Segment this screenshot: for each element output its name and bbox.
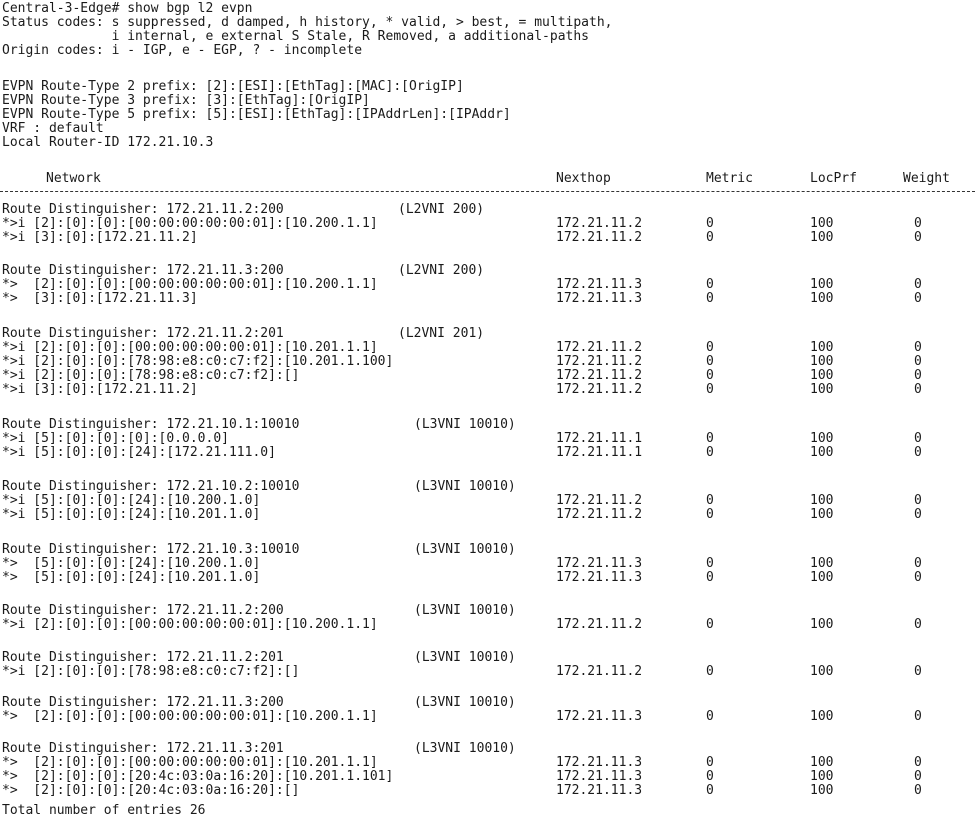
route-row-weight: 0	[914, 431, 922, 446]
route-row-metric: 0	[706, 216, 714, 231]
column-header-locprf: LocPrf	[810, 171, 857, 186]
route-row-nh: 172.21.11.2	[556, 507, 643, 522]
route-row-net: *>i [2]:[0]:[0]:[78:98:e8:c0:c7:f2]:[]	[2, 368, 300, 383]
route-row-nh: 172.21.11.2	[556, 493, 643, 508]
route-row-weight: 0	[914, 277, 922, 292]
route-row-net: *> [2]:[0]:[0]:[00:00:00:00:00:01]:[10.201.1.1]	[2, 755, 378, 770]
vni-label: (L3VNI 10010)	[414, 650, 516, 665]
total-entries-line: Total number of entries 26	[2, 803, 206, 818]
route-row-locprf: 100	[810, 216, 834, 231]
route-distinguisher: Route Distinguisher: 172.21.11.3:201	[2, 741, 284, 756]
route-row-nh: 172.21.11.2	[556, 230, 643, 245]
vni-label: (L3VNI 10010)	[414, 741, 516, 756]
route-row-locprf: 100	[810, 230, 834, 245]
vni-label: (L3VNI 10010)	[414, 603, 516, 618]
command-prompt-line: Central-3-Edge# show bgp l2 evpn	[2, 1, 253, 16]
route-row-metric: 0	[706, 617, 714, 632]
route-row-locprf: 100	[810, 617, 834, 632]
route-row-net: *> [5]:[0]:[0]:[24]:[10.200.1.0]	[2, 556, 261, 571]
route-row-nh: 172.21.11.2	[556, 354, 643, 369]
route-row-nh: 172.21.11.2	[556, 617, 643, 632]
route-row-locprf: 100	[810, 507, 834, 522]
vni-label: (L3VNI 10010)	[414, 417, 516, 432]
evpn-type5-prefix-line: EVPN Route-Type 5 prefix: [5]:[ESI]:[EthTag]:[IPAddrLen]:[IPAddr]	[2, 107, 511, 122]
route-row-metric: 0	[706, 291, 714, 306]
route-row-nh: 172.21.11.3	[556, 277, 643, 292]
route-row-metric: 0	[706, 445, 714, 460]
column-header-metric: Metric	[706, 171, 753, 186]
route-row-nh: 172.21.11.2	[556, 340, 643, 355]
route-row-weight: 0	[914, 664, 922, 679]
vni-label: (L3VNI 10010)	[414, 479, 516, 494]
route-row-net: *> [5]:[0]:[0]:[24]:[10.201.1.0]	[2, 570, 261, 585]
vni-label: (L3VNI 10010)	[414, 542, 516, 557]
evpn-type2-prefix-line: EVPN Route-Type 2 prefix: [2]:[ESI]:[EthTag]:[MAC]:[OrigIP]	[2, 79, 464, 94]
route-row-nh: 172.21.11.3	[556, 709, 643, 724]
route-row-nh: 172.21.11.3	[556, 755, 643, 770]
route-row-metric: 0	[706, 507, 714, 522]
route-row-nh: 172.21.11.3	[556, 783, 643, 798]
vni-label: (L2VNI 200)	[398, 263, 485, 278]
route-row-net: *>i [5]:[0]:[0]:[24]:[10.200.1.0]	[2, 493, 261, 508]
route-row-metric: 0	[706, 431, 714, 446]
route-row-net: *>i [5]:[0]:[0]:[24]:[172.21.111.0]	[2, 445, 276, 460]
route-row-net: *>i [5]:[0]:[0]:[0]:[0.0.0.0]	[2, 431, 229, 446]
route-row-net: *>i [2]:[0]:[0]:[00:00:00:00:00:01]:[10.200.1.1]	[2, 617, 378, 632]
route-row-nh: 172.21.11.2	[556, 216, 643, 231]
route-row-weight: 0	[914, 340, 922, 355]
route-row-metric: 0	[706, 783, 714, 798]
route-row-locprf: 100	[810, 556, 834, 571]
route-row-nh: 172.21.11.2	[556, 382, 643, 397]
route-row-metric: 0	[706, 556, 714, 571]
route-distinguisher: Route Distinguisher: 172.21.11.3:200	[2, 263, 284, 278]
route-row-nh: 172.21.11.1	[556, 431, 643, 446]
column-header-network: Network	[46, 171, 101, 186]
route-row-weight: 0	[914, 709, 922, 724]
route-row-metric: 0	[706, 755, 714, 770]
status-codes-line-2: i internal, e external S Stale, R Removed, a additional-paths	[2, 29, 589, 44]
route-row-net: *>i [3]:[0]:[172.21.11.2]	[2, 230, 198, 245]
route-row-net: *>i [2]:[0]:[0]:[78:98:e8:c0:c7:f2]:[10.201.1.100]	[2, 354, 394, 369]
route-row-net: *>i [5]:[0]:[0]:[24]:[10.201.1.0]	[2, 507, 261, 522]
route-row-locprf: 100	[810, 340, 834, 355]
route-row-net: *>i [3]:[0]:[172.21.11.2]	[2, 382, 198, 397]
route-row-metric: 0	[706, 277, 714, 292]
route-row-locprf: 100	[810, 769, 834, 784]
route-row-weight: 0	[914, 769, 922, 784]
route-row-metric: 0	[706, 664, 714, 679]
route-row-weight: 0	[914, 291, 922, 306]
route-row-nh: 172.21.11.2	[556, 368, 643, 383]
route-row-net: *>i [2]:[0]:[0]:[00:00:00:00:00:01]:[10.200.1.1]	[2, 216, 378, 231]
route-distinguisher: Route Distinguisher: 172.21.10.3:10010	[2, 542, 300, 557]
route-row-locprf: 100	[810, 664, 834, 679]
route-row-locprf: 100	[810, 570, 834, 585]
vni-label: (L2VNI 200)	[398, 202, 485, 217]
route-row-metric: 0	[706, 493, 714, 508]
route-row-net: *> [2]:[0]:[0]:[00:00:00:00:00:01]:[10.200.1.1]	[2, 277, 378, 292]
route-row-nh: 172.21.11.3	[556, 291, 643, 306]
route-row-weight: 0	[914, 755, 922, 770]
route-row-weight: 0	[914, 570, 922, 585]
status-codes-line: Status codes: s suppressed, d damped, h history, * valid, > best, = multipath,	[2, 15, 613, 30]
route-row-weight: 0	[914, 216, 922, 231]
route-row-metric: 0	[706, 368, 714, 383]
route-row-weight: 0	[914, 382, 922, 397]
route-row-weight: 0	[914, 354, 922, 369]
route-distinguisher: Route Distinguisher: 172.21.11.2:200	[2, 202, 284, 217]
route-row-net: *> [2]:[0]:[0]:[20:4c:03:0a:16:20]:[10.201.1.101]	[2, 769, 394, 784]
route-row-weight: 0	[914, 368, 922, 383]
evpn-type3-prefix-line: EVPN Route-Type 3 prefix: [3]:[EthTag]:[OrigIP]	[2, 93, 370, 108]
column-header-weight: Weight	[903, 171, 950, 186]
vrf-line: VRF : default	[2, 121, 104, 136]
route-row-locprf: 100	[810, 783, 834, 798]
route-row-locprf: 100	[810, 431, 834, 446]
route-distinguisher: Route Distinguisher: 172.21.10.1:10010	[2, 417, 300, 432]
router-id-line: Local Router-ID 172.21.10.3	[2, 135, 214, 150]
route-row-weight: 0	[914, 493, 922, 508]
route-row-nh: 172.21.11.1	[556, 445, 643, 460]
route-row-locprf: 100	[810, 755, 834, 770]
route-row-net: *> [2]:[0]:[0]:[20:4c:03:0a:16:20]:[]	[2, 783, 300, 798]
route-row-metric: 0	[706, 382, 714, 397]
route-row-weight: 0	[914, 617, 922, 632]
route-row-nh: 172.21.11.3	[556, 769, 643, 784]
vni-label: (L3VNI 10010)	[414, 695, 516, 710]
route-row-locprf: 100	[810, 493, 834, 508]
route-row-net: *> [3]:[0]:[172.21.11.3]	[2, 291, 198, 306]
route-distinguisher: Route Distinguisher: 172.21.11.2:200	[2, 603, 284, 618]
route-row-locprf: 100	[810, 709, 834, 724]
route-row-locprf: 100	[810, 291, 834, 306]
route-row-weight: 0	[914, 783, 922, 798]
route-row-metric: 0	[706, 709, 714, 724]
route-row-weight: 0	[914, 445, 922, 460]
column-header-nexthop: Nexthop	[556, 171, 611, 186]
origin-codes-line: Origin codes: i - IGP, e - EGP, ? - incomplete	[2, 43, 363, 58]
route-row-nh: 172.21.11.2	[556, 664, 643, 679]
header-separator	[0, 191, 975, 192]
route-distinguisher: Route Distinguisher: 172.21.11.2:201	[2, 650, 284, 665]
route-row-weight: 0	[914, 230, 922, 245]
route-row-metric: 0	[706, 354, 714, 369]
route-row-net: *>i [2]:[0]:[0]:[78:98:e8:c0:c7:f2]:[]	[2, 664, 300, 679]
route-row-weight: 0	[914, 556, 922, 571]
route-row-weight: 0	[914, 507, 922, 522]
route-row-locprf: 100	[810, 382, 834, 397]
route-row-locprf: 100	[810, 354, 834, 369]
route-row-locprf: 100	[810, 445, 834, 460]
route-row-net: *>i [2]:[0]:[0]:[00:00:00:00:00:01]:[10.201.1.1]	[2, 340, 378, 355]
route-row-locprf: 100	[810, 277, 834, 292]
vni-label: (L2VNI 201)	[398, 326, 485, 341]
route-row-locprf: 100	[810, 368, 834, 383]
route-row-metric: 0	[706, 769, 714, 784]
route-row-nh: 172.21.11.3	[556, 570, 643, 585]
route-row-metric: 0	[706, 340, 714, 355]
route-distinguisher: Route Distinguisher: 172.21.10.2:10010	[2, 479, 300, 494]
route-row-metric: 0	[706, 230, 714, 245]
route-distinguisher: Route Distinguisher: 172.21.11.2:201	[2, 326, 284, 341]
route-row-net: *> [2]:[0]:[0]:[00:00:00:00:00:01]:[10.200.1.1]	[2, 709, 378, 724]
route-row-metric: 0	[706, 570, 714, 585]
route-distinguisher: Route Distinguisher: 172.21.11.3:200	[2, 695, 284, 710]
route-row-nh: 172.21.11.3	[556, 556, 643, 571]
